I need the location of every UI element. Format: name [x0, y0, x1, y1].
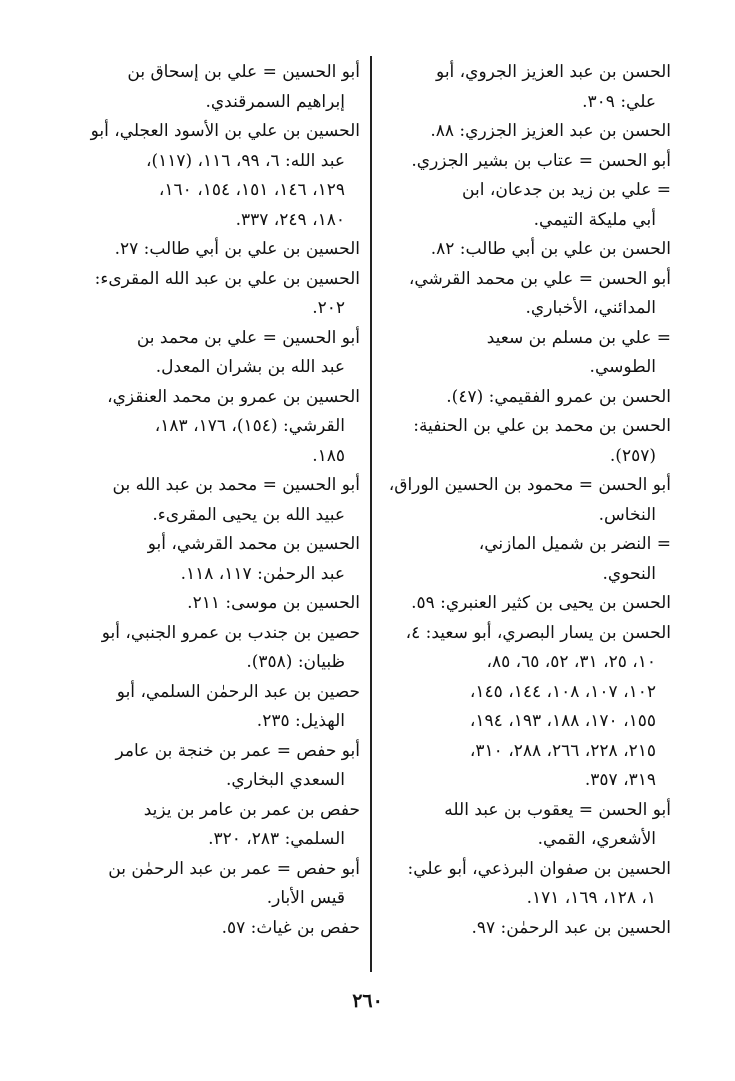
entry-line: الحسن بن محمد بن علي بن الحنفية: — [413, 416, 671, 436]
index-entry — [60, 589, 360, 619]
entry-line: النخاس. — [598, 504, 656, 525]
index-entry — [371, 58, 671, 117]
entry-line: أبو الحسين = علي بن إسحاق بن — [127, 62, 360, 82]
entry-line: (٢٥٧). — [609, 445, 656, 466]
entry-line: حفص بن عمر بن عامر بن يزيد — [143, 799, 360, 820]
index-column-left — [60, 58, 360, 943]
index-entry — [371, 855, 671, 914]
index-column-right — [371, 58, 671, 943]
entry-line: الحسن بن عبد العزيز الجروي، أبو — [436, 62, 671, 82]
entry-line: الحسين بن عمرو بن محمد العنقزي، — [107, 386, 360, 407]
index-entry — [371, 265, 671, 324]
entry-line: الحسين بن علي بن عبد الله المقرىء: — [94, 268, 360, 289]
entry-line: أبو الحسين = محمد بن عبد الله بن — [112, 475, 360, 495]
entry-line: أبو حفص = عمر بن خنجة بن عامر — [115, 740, 360, 761]
entry-line: أبي مليكة التيمي. — [533, 209, 656, 230]
entry-line: أبو الحسن = محمود بن الحسين الوراق، — [388, 475, 671, 495]
entry-line: ١، ١٢٨، ١٦٩، ١٧١. — [526, 888, 656, 908]
column-divider — [370, 56, 372, 972]
page-number: ٢٦٠ — [352, 990, 383, 1012]
entry-line: أبو الحسن = علي بن محمد القرشي، — [408, 268, 671, 289]
index-entry — [60, 914, 360, 944]
entry-line: ٢١٥، ٢٢٨، ٢٦٦، ٢٨٨، ٣١٠، — [469, 740, 656, 761]
entry-line: = علي بن مسلم بن سعيد — [486, 327, 671, 348]
index-entry — [371, 235, 671, 265]
index-entry — [60, 471, 360, 530]
index-entry — [371, 383, 671, 413]
entry-line: الحسين بن علي بن الأسود العجلي، أبو — [90, 121, 360, 141]
entry-line: ١٥٥، ١٧٠، ١٨٨، ١٩٣، ١٩٤، — [469, 711, 656, 731]
entry-line: الحسن بن علي بن أبي طالب: ٨٢. — [430, 239, 671, 259]
index-entry — [371, 147, 671, 177]
entry-line: ٢٠٢. — [312, 298, 345, 318]
entry-line: الحسن بن يسار البصري، أبو سعيد: ٤، — [405, 622, 671, 643]
entry-line: السلمي: ٢٨٣، ٣٢٠. — [208, 829, 345, 849]
entry-line: ١٨٠، ٢٤٩، ٣٣٧. — [235, 209, 345, 230]
index-entry — [371, 412, 671, 471]
entry-line: = النضر بن شميل المازني، — [478, 534, 671, 554]
index-entry — [60, 265, 360, 324]
index-entry — [60, 796, 360, 855]
entry-line: إبراهيم السمرقندي. — [205, 91, 345, 112]
entry-line: = علي بن زيد بن جدعان، ابن — [462, 180, 671, 200]
entry-line: أبو حفص = عمر بن عبد الرحمٰن بن — [108, 858, 360, 879]
index-entry — [60, 383, 360, 472]
entry-line: الأشعري، القمي. — [537, 829, 656, 849]
entry-line: ١٢٩، ١٤٦، ١٥١، ١٥٤، ١٦٠، — [158, 180, 345, 200]
index-entry — [371, 324, 671, 383]
index-entry — [60, 117, 360, 235]
entry-line: حصين بن جندب بن عمرو الجنبي، أبو — [101, 622, 360, 643]
entry-line: الهذيل: ٢٣٥. — [256, 711, 345, 731]
entry-line: القرشي: (١٥٤)، ١٧٦، ١٨٣، — [154, 416, 345, 436]
entry-line: قيس الأبار. — [266, 888, 345, 908]
index-entry — [371, 176, 671, 235]
entry-line: ١٠٢، ١٠٧، ١٠٨، ١٤٤، ١٤٥، — [469, 681, 656, 702]
index-entry — [371, 914, 671, 944]
index-entry — [60, 235, 360, 265]
entry-line: الحسين بن صفوان البرذعي، أبو علي: — [407, 858, 671, 879]
index-entry — [371, 471, 671, 530]
entry-line: أبو الحسن = عتاب بن بشير الجزري. — [411, 150, 671, 171]
entry-line: عبد الرحمٰن: ١١٧، ١١٨. — [180, 563, 345, 584]
entry-line: عبد الله: ٦، ٩٩، ١١٦، (١١٧)، — [145, 150, 345, 171]
index-entry — [60, 530, 360, 589]
entry-line: ظبيان: (٣٥٨). — [246, 652, 345, 672]
entry-line: أبو الحسين = علي بن محمد بن — [136, 327, 360, 348]
entry-line: المدائني، الأخباري. — [525, 298, 656, 318]
index-entry — [60, 324, 360, 383]
entry-line: الحسن بن يحيى بن كثير العنبري: ٥٩. — [411, 593, 671, 613]
entry-line: ١٠، ٢٥، ٣١، ٥٢، ٦٥، ٨٥، — [486, 652, 656, 672]
entry-line: ١٨٥. — [312, 445, 345, 466]
index-entry — [371, 796, 671, 855]
index-entry — [371, 117, 671, 147]
entry-line: الطوسي. — [589, 357, 656, 377]
entry-line: الحسين بن عبد الرحمٰن: ٩٧. — [471, 917, 671, 938]
entry-line: الحسن بن عمرو الفقيمي: (٤٧). — [446, 386, 671, 407]
index-entry — [60, 737, 360, 796]
entry-line: عبيد الله بن يحيى المقرىء. — [152, 504, 345, 525]
index-entry — [60, 678, 360, 737]
entry-line: الحسين بن علي بن أبي طالب: ٢٧. — [114, 239, 360, 259]
entry-line: ٣١٩، ٣٥٧. — [584, 770, 656, 790]
index-entry — [60, 58, 360, 117]
index-entry — [371, 619, 671, 796]
entry-line: الحسين بن محمد القرشي، أبو — [147, 534, 360, 554]
entry-line: علي: ٣٠٩. — [582, 91, 656, 112]
entry-line: حصين بن عبد الرحمٰن السلمي، أبو — [116, 681, 360, 702]
entry-line: أبو الحسن = يعقوب بن عبد الله — [444, 799, 671, 820]
entry-line: عبد الله بن بشران المعدل. — [155, 357, 345, 377]
index-entry — [60, 619, 360, 678]
entry-line: الحسن بن عبد العزيز الجزري: ٨٨. — [430, 121, 671, 141]
entry-line: السعدي البخاري. — [225, 770, 345, 790]
index-entry — [60, 855, 360, 914]
entry-line: النحوي. — [602, 563, 656, 584]
index-entry — [371, 589, 671, 619]
entry-line: الحسين بن موسى: ٢١١. — [187, 593, 360, 613]
entry-line: حفص بن غياث: ٥٧. — [221, 917, 360, 938]
index-entry — [371, 530, 671, 589]
